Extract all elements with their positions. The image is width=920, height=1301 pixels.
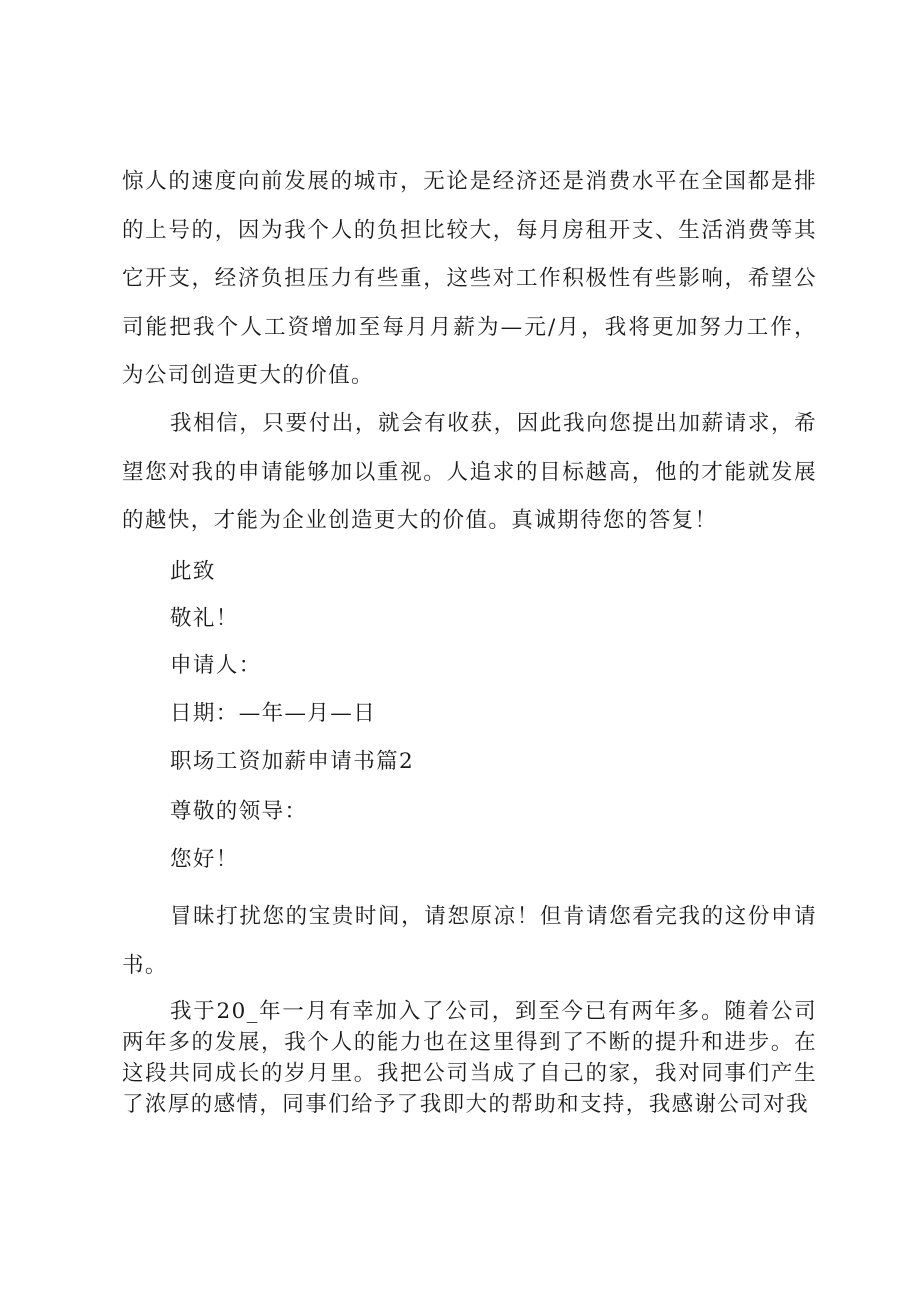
greeting-line: 您好！: [170, 847, 239, 872]
closing-line-1: 此致: [170, 559, 216, 584]
body-paragraph-salary-request: 惊人的速度向前发展的城市，无论是经济还是消费水平在全国都是排的上号的，因为我个人的负担比较大，每月房租开支、生活消费等其它开支，经济负担压力有些重，这些对工作积极性有些影响，希望公司能把我个人工资增加至每月月薪为—元/月，我将更加努力工作，为公司创造更大的价值。: [122, 169, 817, 388]
applicant-line: 申请人：: [170, 653, 262, 678]
date-line: 日期：—年—月—日: [170, 701, 377, 726]
body-paragraph-apology: 冒昧打扰您的宝贵时间，请恕原凉！但肯请您看完我的这份申请书。: [122, 904, 817, 978]
closing-line-2: 敬礼！: [170, 606, 239, 631]
section-title: 职场工资加薪申请书篇2: [170, 749, 415, 774]
body-paragraph-history: 我于20_年一月有幸加入了公司，到至今已有两年多。随着公司两年多的发展，我个人的能力也在这里得到了不断的提升和进步。在这段共同成长的岁月里。我把公司当成了自己的家，我对同事们产生了浓厚的感情，同事们给予了我即大的帮助和支持，我感谢公司对我: [122, 999, 817, 1117]
salutation-line: 尊敬的领导：: [170, 799, 308, 824]
body-paragraph-expectation: 我相信，只要付出，就会有收获，因此我向您提出加薪请求，希望您对我的申请能够加以重视。人追求的目标越高，他的才能就发展的越快，才能为企业创造更大的价值。真诚期待您的答复！: [122, 411, 817, 533]
